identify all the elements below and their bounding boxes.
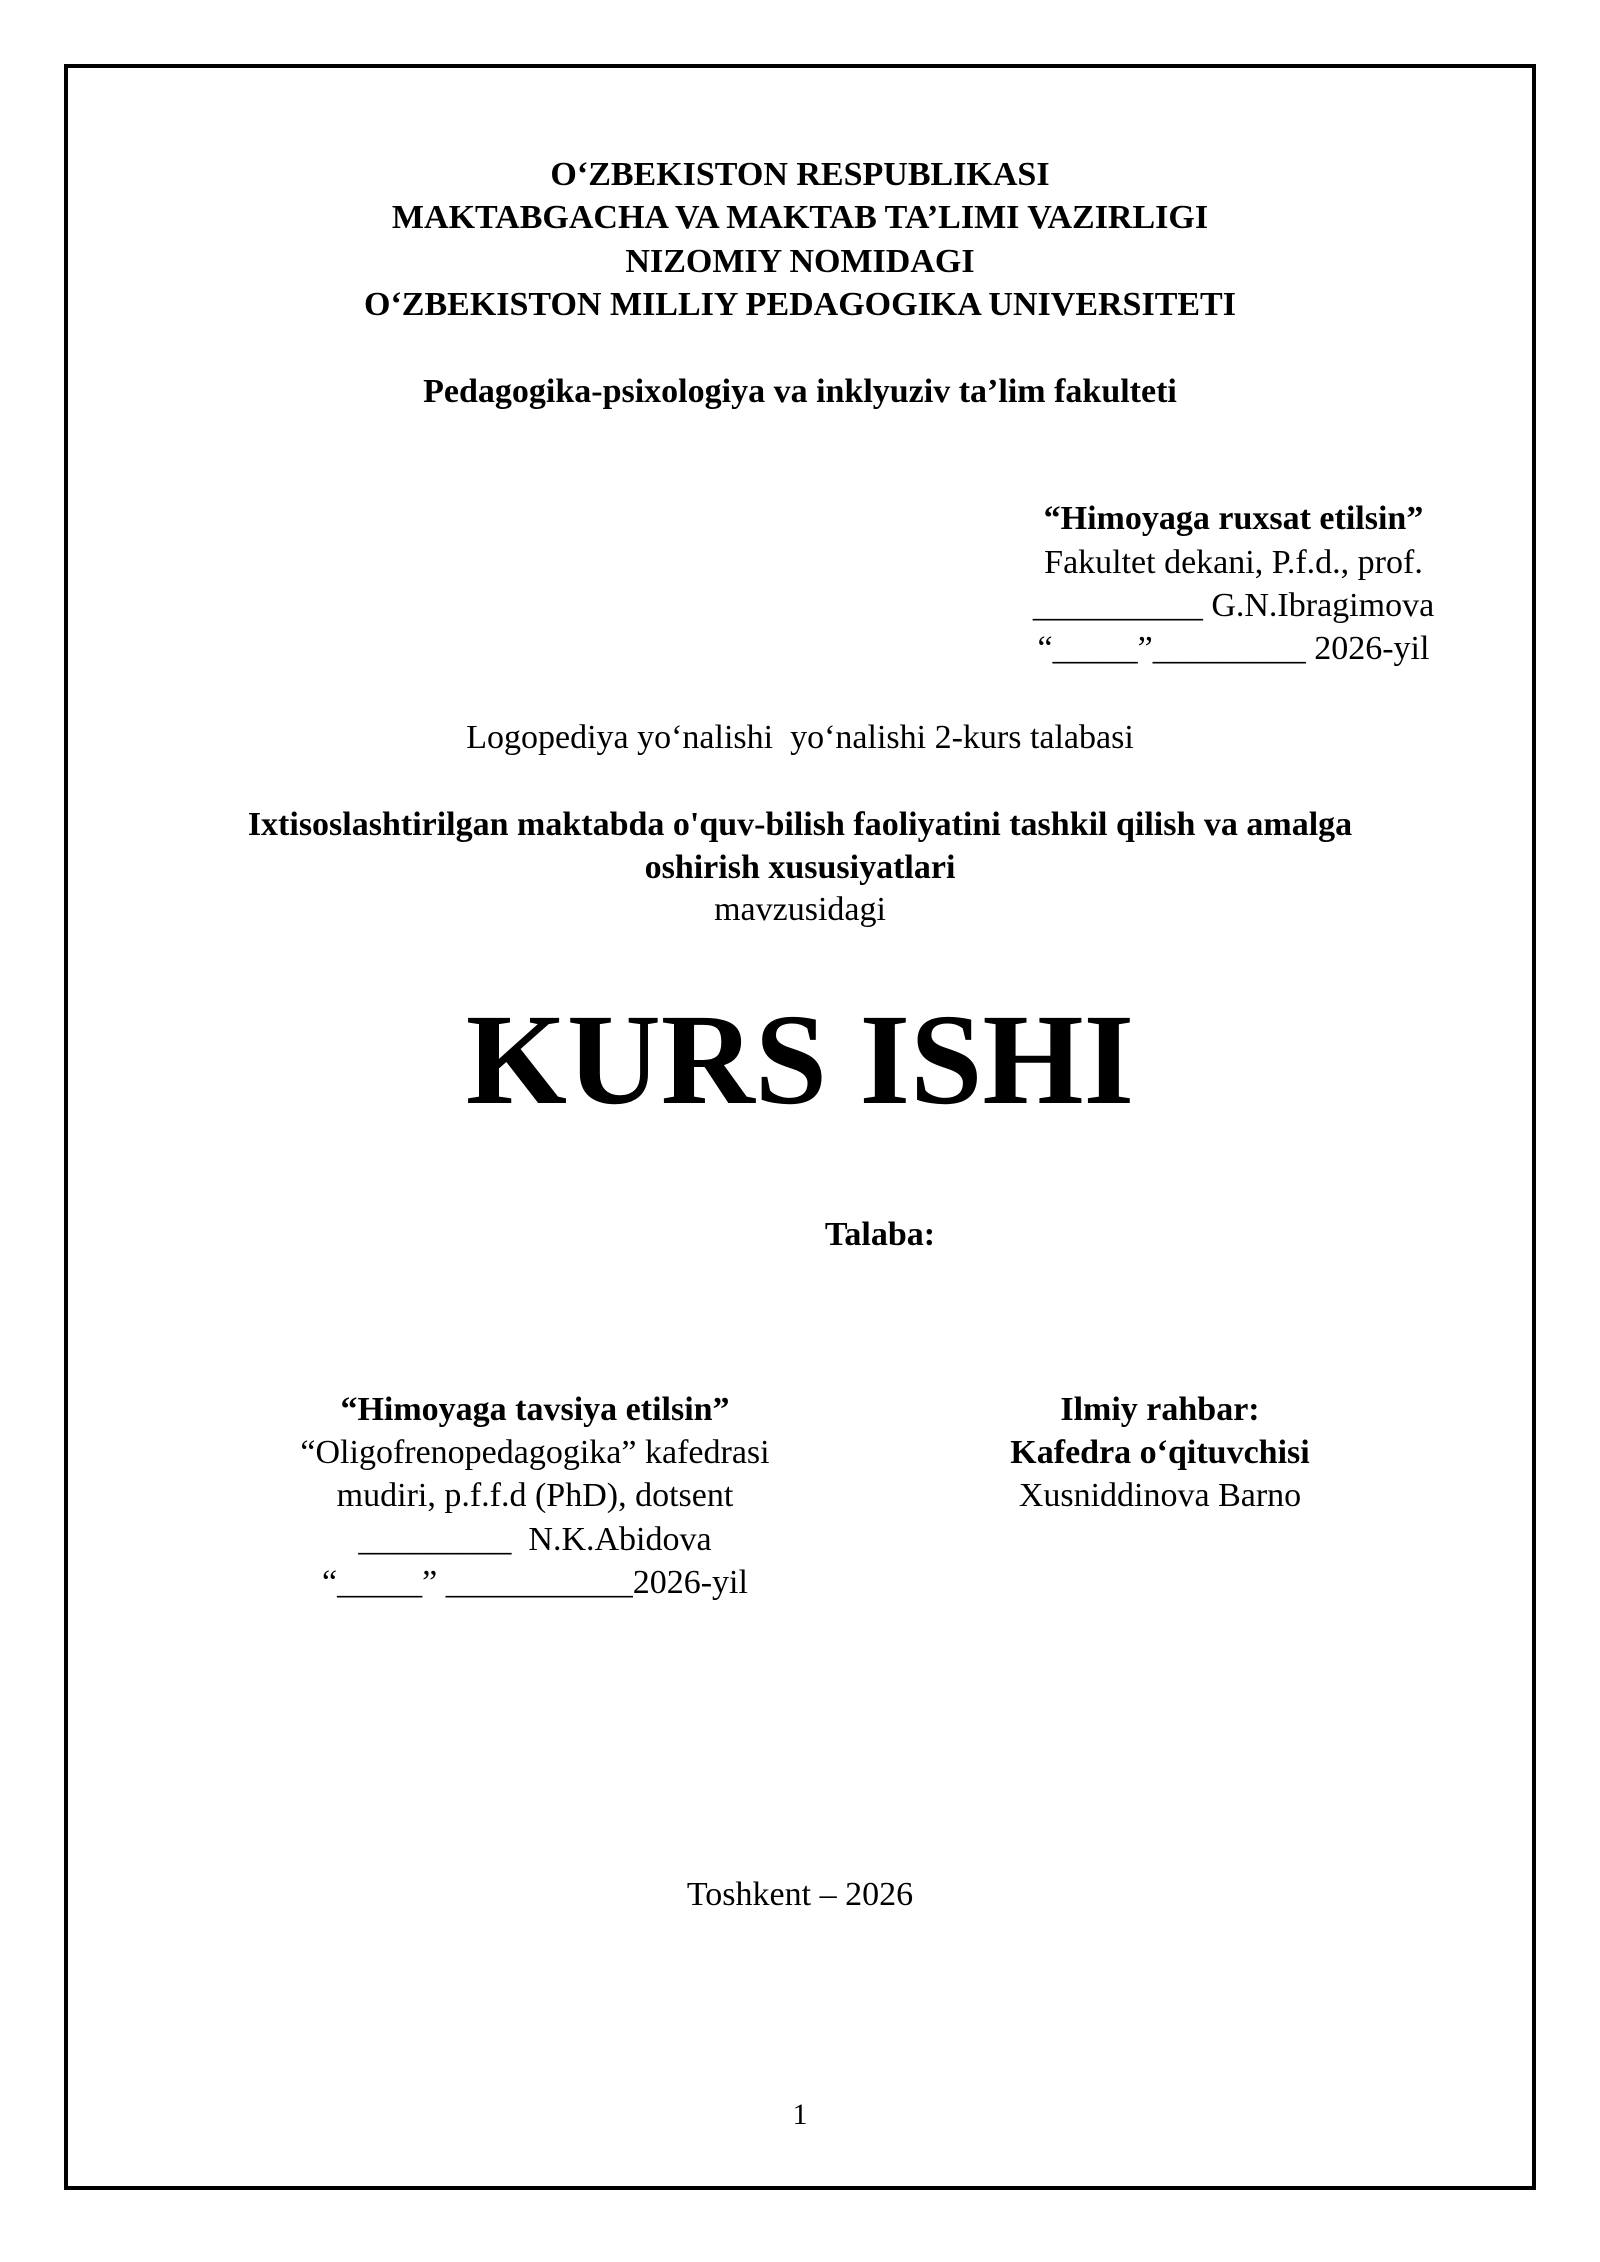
- supervisor-name: Xusniddinova Barno: [1018, 1477, 1302, 1514]
- header-line-1: O‘ZBEKISTON RESPUBLIKASI: [550, 156, 1050, 193]
- supervisor-position: Kafedra o‘qituvchisi: [1010, 1434, 1310, 1471]
- faculty-name: Pedagogika-psixologiya va inklyuziv ta’lim fakulteti: [423, 373, 1177, 410]
- topic-suffix: mavzusidagi: [714, 891, 886, 928]
- recommendation-date: “_____” ___________2026-yil: [322, 1564, 748, 1601]
- header-line-3: NIZOMIY NOMIDAGI: [625, 243, 975, 280]
- work-title: KURS ISHI: [465, 988, 1135, 1132]
- supervisor-label: Ilmiy rahbar:: [1060, 1391, 1260, 1428]
- recommendation-signature: _________ N.K.Abidova: [358, 1521, 712, 1558]
- approval-date: “_____”_________ 2026-yil: [1037, 629, 1430, 667]
- page-number: 1: [792, 2098, 808, 2131]
- recommendation-title: “Himoyaga tavsiya etilsin”: [340, 1391, 730, 1428]
- recommendation-line-1: “Oligofrenopedagogika” kafedrasi: [300, 1434, 770, 1471]
- student-label: Talaba:: [824, 1216, 936, 1253]
- recommendation-line-2: mudiri, p.f.f.d (PhD), dotsent: [336, 1477, 734, 1514]
- header-line-2: MAKTABGACHA VA MAKTAB TA’LIMI VAZIRLIGI: [391, 199, 1209, 236]
- student-direction: Logopediya yo‘nalishi yo‘nalishi 2-kurs talabasi: [466, 719, 1134, 756]
- approval-position: Fakultet dekani, P.f.d., prof.: [1044, 543, 1423, 581]
- approval-signature: __________ G.N.Ibragimova: [1032, 586, 1435, 624]
- header-line-4: O‘ZBEKISTON MILLIY PEDAGOGIKA UNIVERSITETI: [364, 286, 1236, 323]
- footer-city-year: Toshkent – 2026: [686, 1876, 914, 1913]
- approval-title: “Himoyaga ruxsat etilsin”: [1043, 499, 1424, 537]
- topic-line-2: oshirish xususiyatlari: [644, 849, 956, 886]
- topic-line-1: Ixtisoslashtirilgan maktabda o'quv-bilish faoliyatini tashkil qilish va amalga: [247, 806, 1353, 843]
